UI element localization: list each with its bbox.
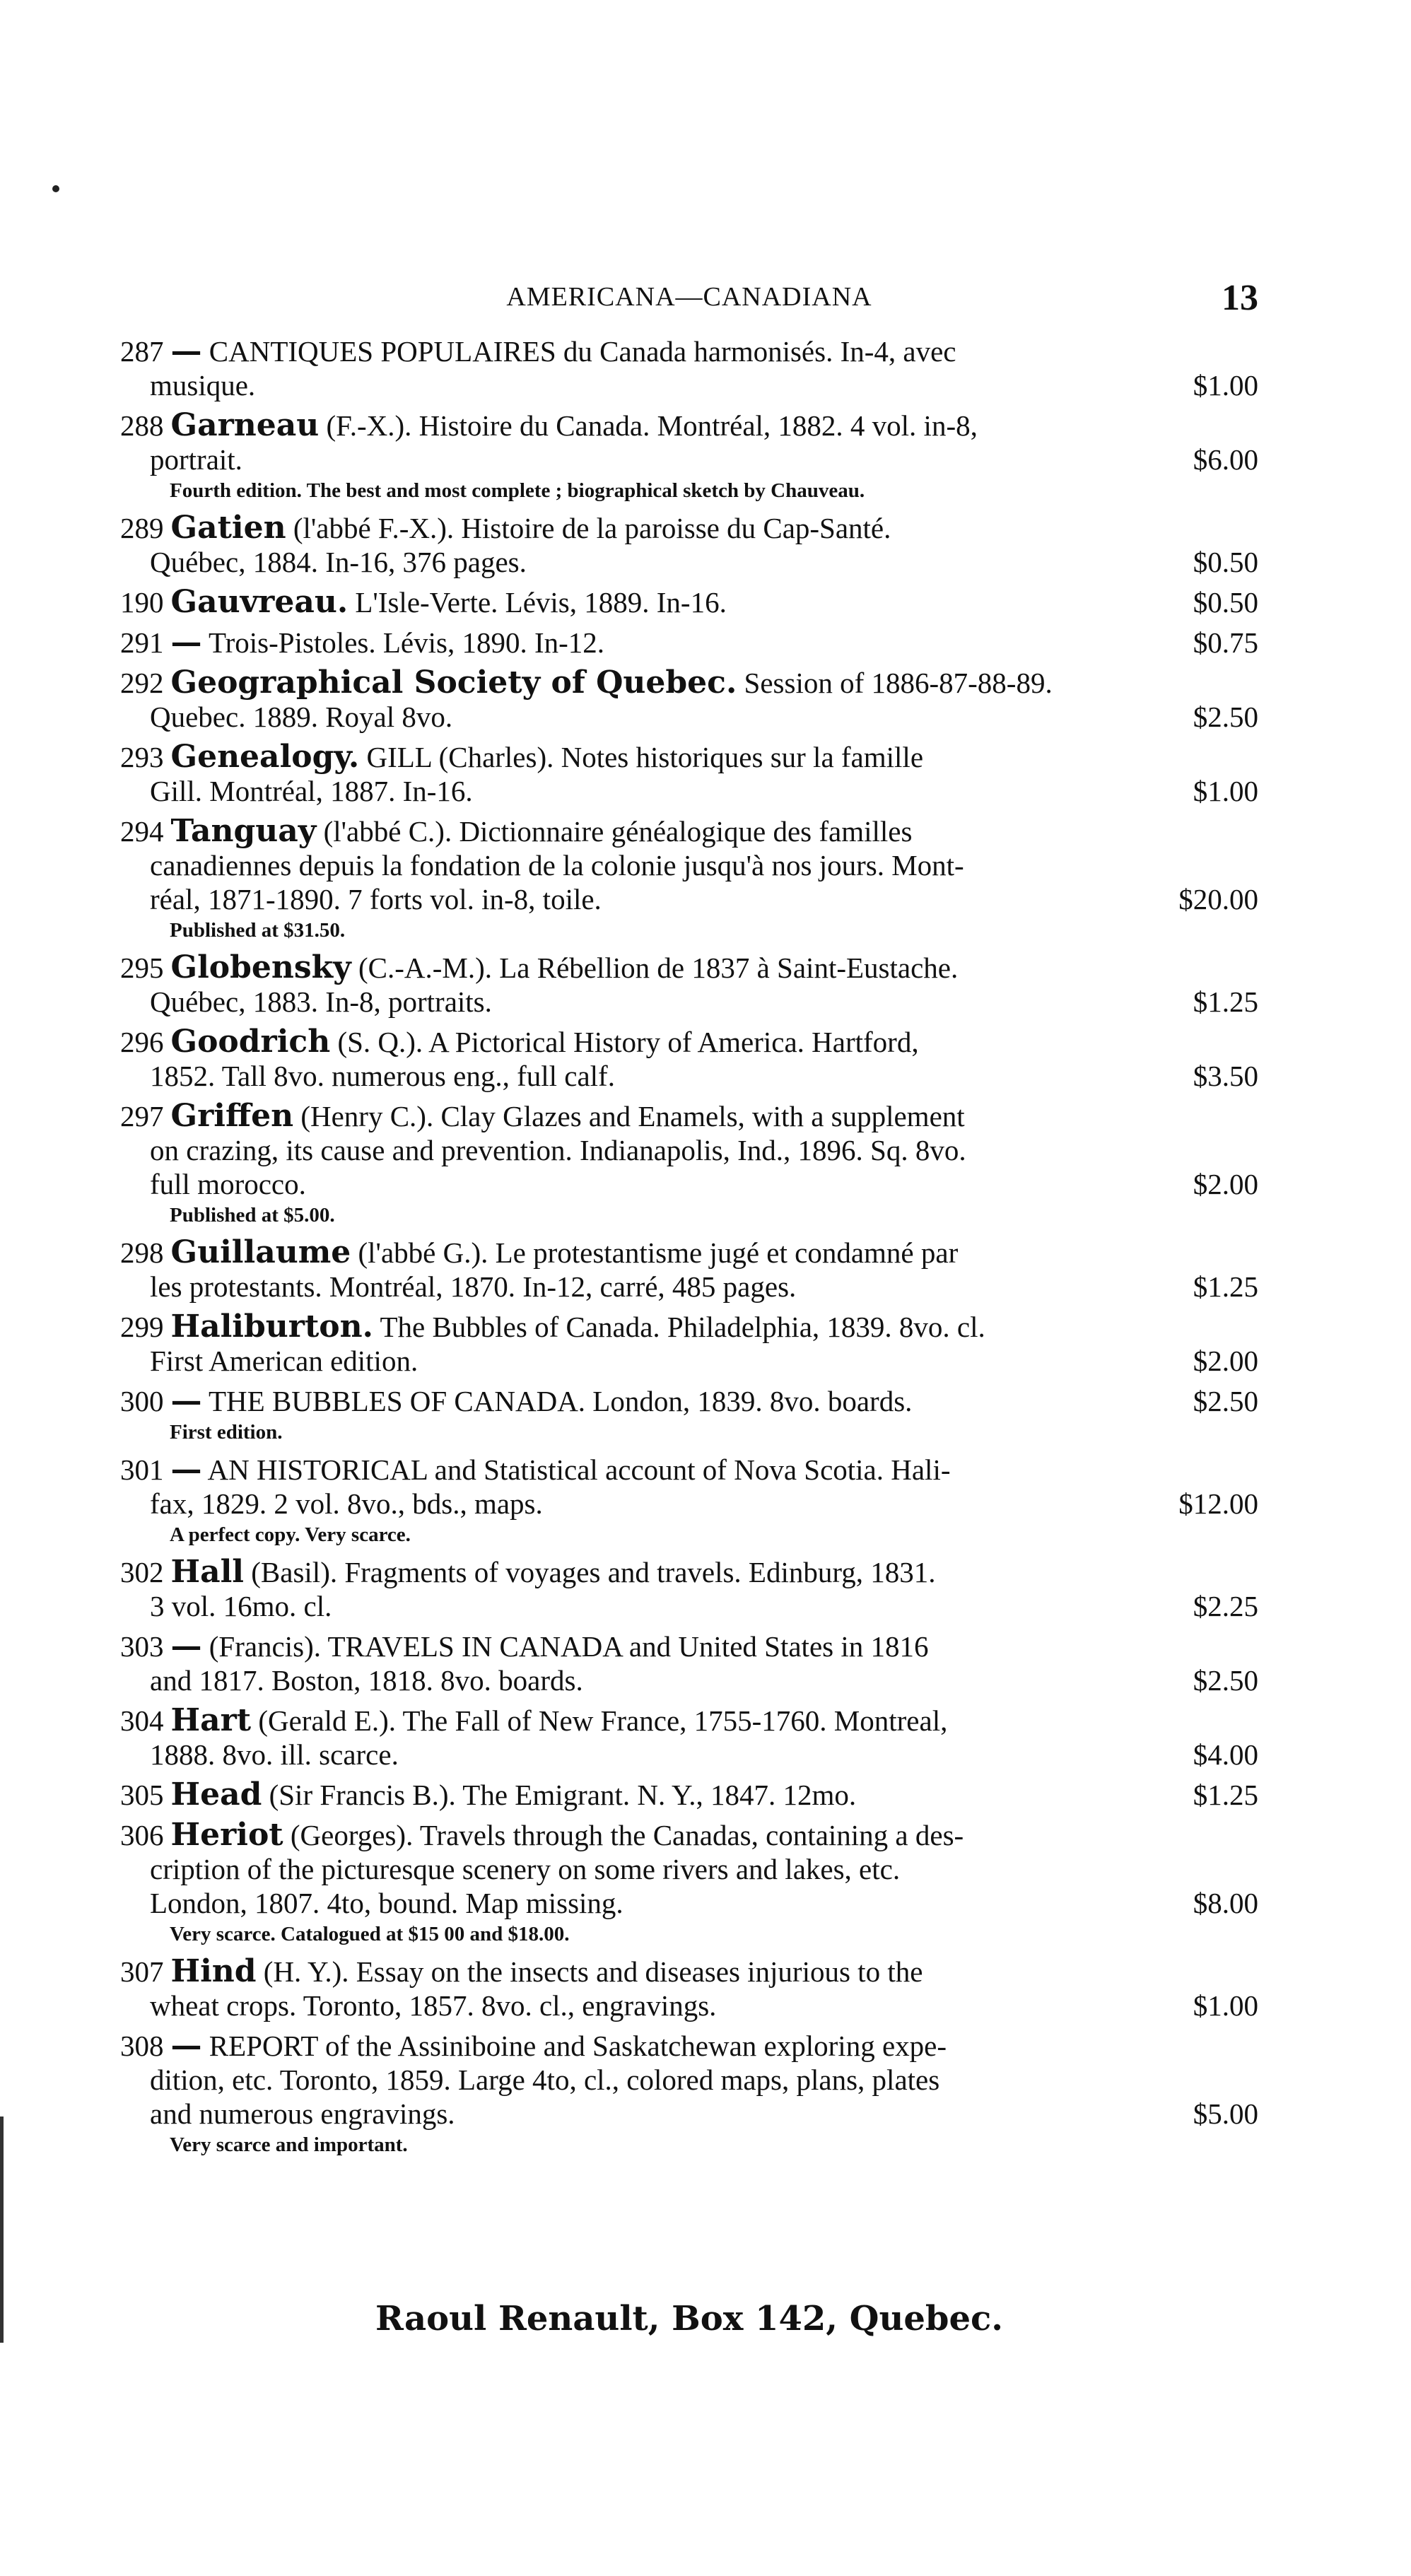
entry-author: Tanguay — [170, 813, 317, 849]
entry-text: (Gerald E.). The Fall of New France, 1755-1760. Montreal, — [258, 1704, 948, 1737]
entry-text: CANTIQUES POPULAIRES du Canada harmonisés. In-4, avec — [209, 335, 956, 368]
catalog-entry — [120, 409, 1258, 505]
catalog-entry — [120, 740, 1258, 808]
entry-price: $1.00 — [1193, 369, 1258, 402]
entry-number: 291 — [120, 626, 164, 659]
entry-price: $4.00 — [1193, 1738, 1258, 1771]
entry-first-line — [120, 814, 1258, 848]
entry-text: THE BUBBLES OF CANADA. London, 1839. 8vo. boards. — [209, 1385, 913, 1417]
entry-continuation-line — [120, 985, 1258, 1019]
entry-number: 303 — [120, 1630, 164, 1663]
catalog-entry — [120, 1099, 1258, 1229]
entry-price: $0.50 — [1193, 546, 1258, 578]
entry-first-line — [120, 1955, 1258, 1989]
entry-author: — — [170, 333, 202, 369]
margin-dot — [52, 185, 59, 192]
entry-number: 300 — [120, 1385, 164, 1417]
entry-number: 293 — [120, 741, 164, 773]
entry-text: (Basil). Fragments of voyages and travels. Edinburg, 1831. — [251, 1556, 936, 1588]
entry-text: musique. — [150, 369, 256, 402]
entry-text: 1852. Tall 8vo. numerous eng., full calf. — [150, 1060, 615, 1092]
entry-number: 299 — [120, 1311, 164, 1343]
entry-first-line — [120, 666, 1258, 700]
entry-first-line — [120, 1025, 1258, 1059]
page-edge-mark — [0, 2117, 4, 2343]
catalog-entry — [120, 814, 1258, 944]
entry-note: First edition. — [170, 1421, 283, 1444]
catalog-entries — [120, 334, 1258, 2165]
entry-text: dition, etc. Toronto, 1859. Large 4to, cl., colored maps, plans, plates — [150, 2063, 940, 2096]
entry-author: Haliburton. — [170, 1309, 373, 1345]
entry-text: Gill. Montréal, 1887. In-16. — [150, 775, 473, 807]
entry-first-line — [120, 1099, 1258, 1133]
entry-author: — — [170, 1628, 202, 1664]
entry-continuation-line — [120, 1487, 1258, 1521]
entry-text: (C.-A.-M.). La Rébellion de 1837 à Saint-Eustache. — [358, 952, 959, 984]
catalog-page — [120, 0, 1258, 2576]
entry-continuation-line — [120, 1663, 1258, 1697]
entry-author: Heriot — [170, 1817, 283, 1853]
entry-author: Goodrich — [170, 1024, 331, 1060]
entry-price: $2.25 — [1193, 1590, 1258, 1622]
entry-first-line — [120, 1384, 1258, 1418]
entry-author: Genealogy. — [170, 739, 360, 775]
entry-number: 308 — [120, 2030, 164, 2062]
entry-author: Hart — [170, 1702, 252, 1738]
entry-text: Quebec. 1889. Royal 8vo. — [150, 701, 453, 733]
entry-author: Globensky — [170, 949, 351, 985]
entry-first-line — [120, 1236, 1258, 1270]
entry-text: (F.-X.). Histoire du Canada. Montréal, 1882. 4 vol. in-8, — [326, 409, 978, 442]
entry-text: portrait. — [150, 443, 242, 476]
entry-price: $5.00 — [1193, 2097, 1258, 2130]
entry-continuation-line — [120, 2063, 1258, 2097]
entry-number: 298 — [120, 1236, 164, 1269]
catalog-entry — [120, 1236, 1258, 1304]
entry-number: 295 — [120, 952, 164, 984]
entry-first-line — [120, 511, 1258, 545]
catalog-entry — [120, 1778, 1258, 1812]
entry-number: 288 — [120, 409, 164, 442]
catalog-entry — [120, 1629, 1258, 1697]
entry-number: 292 — [120, 667, 164, 699]
entry-note: Fourth edition. The best and most complete ; biographical sketch by Chauveau. — [170, 479, 865, 502]
entry-text: on crazing, its cause and prevention. Indianapolis, Ind., 1896. Sq. 8vo. — [150, 1134, 966, 1166]
entry-continuation-line — [120, 1989, 1258, 2022]
entry-author: Geographical Society of Quebec. — [170, 665, 737, 701]
entry-text: AN HISTORICAL and Statistical account of Nova Scotia. Hali- — [207, 1453, 951, 1486]
entry-continuation-line — [120, 1167, 1258, 1201]
entry-text: The Bubbles of Canada. Philadelphia, 1839. 8vo. cl. — [380, 1311, 985, 1343]
entry-continuation-line — [120, 443, 1258, 476]
entry-number: 301 — [120, 1453, 164, 1486]
catalog-entry — [120, 666, 1258, 734]
entry-text: full morocco. — [150, 1168, 306, 1200]
entry-price: $1.00 — [1193, 775, 1258, 807]
entry-author: — — [170, 1383, 202, 1419]
entry-first-line — [120, 585, 1258, 619]
entry-text: Trois-Pistoles. Lévis, 1890. In-12. — [209, 626, 605, 659]
entry-text: REPORT of the Assiniboine and Saskatchewan exploring expe- — [209, 2030, 947, 2062]
entry-continuation-line — [120, 774, 1258, 808]
entry-number: 306 — [120, 1819, 164, 1851]
catalog-entry — [120, 1955, 1258, 2022]
entry-continuation-line — [120, 545, 1258, 579]
entry-text: (Georges). Travels through the Canadas, containing a des- — [290, 1819, 964, 1851]
entry-number: 304 — [120, 1704, 164, 1737]
entry-text: 1888. 8vo. ill. scarce. — [150, 1738, 399, 1771]
entry-text: Session of 1886-87-88-89. — [744, 667, 1053, 699]
entry-text: (l'abbé C.). Dictionnaire généalogique des familles — [323, 815, 913, 848]
entry-text: canadiennes depuis la fondation de la colonie jusqu'à nos jours. Mont- — [150, 849, 964, 882]
entry-price: $2.50 — [1193, 1385, 1258, 1417]
entry-price: $1.00 — [1193, 1989, 1258, 2022]
entry-text: fax, 1829. 2 vol. 8vo., bds., maps. — [150, 1487, 543, 1520]
entry-continuation-line — [120, 1852, 1258, 1886]
entry-note: A perfect copy. Very scarce. — [170, 1523, 411, 1546]
entry-text: (Francis). TRAVELS IN CANADA and United States in 1816 — [209, 1630, 929, 1663]
entry-first-line — [120, 2029, 1258, 2063]
catalog-entry — [120, 1384, 1258, 1446]
catalog-entry — [120, 1555, 1258, 1623]
entry-text: (S. Q.). A Pictorical History of America. Hartford, — [337, 1026, 919, 1058]
entry-author: Head — [170, 1776, 262, 1813]
entry-first-line — [120, 1555, 1258, 1589]
entry-first-line — [120, 1629, 1258, 1663]
entry-note: Published at $5.00. — [170, 1204, 335, 1226]
entry-continuation-line — [120, 1886, 1258, 1920]
catalog-entry — [120, 1310, 1258, 1378]
entry-text: GILL (Charles). Notes historiques sur la famille — [366, 741, 924, 773]
entry-number: 297 — [120, 1100, 164, 1132]
entry-author: Guillaume — [170, 1234, 351, 1270]
entry-text: réal, 1871-1890. 7 forts vol. in-8, toile. — [150, 883, 602, 915]
entry-text: les protestants. Montréal, 1870. In-12, carré, 485 pages. — [150, 1270, 797, 1303]
entry-first-line — [120, 1778, 1258, 1812]
entry-number: 296 — [120, 1026, 164, 1058]
catalog-entry — [120, 1453, 1258, 1549]
catalog-entry — [120, 626, 1258, 660]
entry-price: $0.50 — [1193, 586, 1258, 619]
entry-text: Québec, 1883. In-8, portraits. — [150, 985, 492, 1018]
entry-text: London, 1807. 4to, bound. Map missing. — [150, 1887, 623, 1919]
entry-author: — — [170, 624, 202, 660]
entry-number: 294 — [120, 815, 164, 848]
running-title: AMERICANA—CANADIANA — [506, 282, 872, 312]
entry-text: (Sir Francis B.). The Emigrant. N. Y., 1847. 12mo. — [269, 1779, 857, 1811]
entry-first-line — [120, 740, 1258, 774]
entry-continuation-line — [120, 1133, 1258, 1167]
entry-continuation-line — [120, 1738, 1258, 1772]
entry-price: $12.00 — [1178, 1487, 1258, 1520]
catalog-entry — [120, 1025, 1258, 1093]
entry-continuation-line — [120, 882, 1258, 916]
entry-first-line — [120, 951, 1258, 985]
page-header — [120, 277, 1258, 320]
entry-text: First American edition. — [150, 1345, 418, 1377]
entry-first-line — [120, 409, 1258, 443]
entry-price: $1.25 — [1193, 1779, 1258, 1811]
entry-note: Very scarce and important. — [170, 2133, 408, 2156]
catalog-entry — [120, 951, 1258, 1019]
entry-continuation-line — [120, 1589, 1258, 1623]
entry-continuation-line — [120, 700, 1258, 734]
entry-text: L'Isle-Verte. Lévis, 1889. In-16. — [355, 586, 727, 619]
entry-first-line — [120, 1310, 1258, 1344]
entry-note: Very scarce. Catalogued at $15 00 and $18.00. — [170, 1923, 570, 1945]
entry-text: 3 vol. 16mo. cl. — [150, 1590, 332, 1622]
entry-number: 287 — [120, 335, 164, 368]
entry-text: (H. Y.). Essay on the insects and diseases injurious to the — [263, 1955, 923, 1988]
entry-continuation-line — [120, 1270, 1258, 1304]
entry-text: (l'abbé F.-X.). Histoire de la paroisse du Cap-Santé. — [293, 512, 891, 544]
entry-price: $1.25 — [1193, 1270, 1258, 1303]
entry-price: $0.75 — [1193, 626, 1258, 659]
entry-price: $3.50 — [1193, 1060, 1258, 1092]
entry-author: Hall — [170, 1554, 245, 1590]
catalog-entry — [120, 1704, 1258, 1772]
entry-first-line — [120, 626, 1258, 660]
catalog-entry — [120, 334, 1258, 402]
entry-price: $2.50 — [1193, 701, 1258, 733]
entry-author: Gauvreau. — [170, 584, 349, 620]
entry-author: Griffen — [170, 1098, 294, 1134]
entry-text: (Henry C.). Clay Glazes and Enamels, with a supplement — [300, 1100, 965, 1132]
entry-first-line — [120, 334, 1258, 368]
entry-text: and numerous engravings. — [150, 2097, 455, 2130]
catalog-entry — [120, 585, 1258, 619]
entry-author: Hind — [170, 1953, 257, 1989]
entry-price: $2.00 — [1193, 1345, 1258, 1377]
entry-number: 302 — [120, 1556, 164, 1588]
entry-price: $2.00 — [1193, 1168, 1258, 1200]
entry-author: — — [170, 1451, 202, 1487]
entry-number: 190 — [120, 586, 164, 619]
entry-price: $8.00 — [1193, 1887, 1258, 1919]
catalog-entry — [120, 1818, 1258, 1948]
entry-first-line — [120, 1453, 1258, 1487]
entry-continuation-line — [120, 368, 1258, 402]
entry-author: Gatien — [170, 510, 286, 546]
entry-text: and 1817. Boston, 1818. 8vo. boards. — [150, 1664, 583, 1697]
entry-number: 289 — [120, 512, 164, 544]
entry-price: $1.25 — [1193, 985, 1258, 1018]
entry-author: Garneau — [170, 407, 320, 443]
entry-text: wheat crops. Toronto, 1857. 8vo. cl., engravings. — [150, 1989, 717, 2022]
entry-price: $6.00 — [1193, 443, 1258, 476]
catalog-entry — [120, 511, 1258, 579]
page-number: 13 — [1222, 278, 1258, 318]
entry-price: $2.50 — [1193, 1664, 1258, 1697]
entry-text: Québec, 1884. In-16, 376 pages. — [150, 546, 527, 578]
footer-address: Raoul Renault, Box 142, Quebec. — [375, 2299, 1003, 2338]
entry-text: cription of the picturesque scenery on some rivers and lakes, etc. — [150, 1853, 901, 1885]
entry-note: Published at $31.50. — [170, 919, 346, 942]
entry-continuation-line — [120, 1344, 1258, 1378]
catalog-entry — [120, 2029, 1258, 2159]
entry-continuation-line — [120, 848, 1258, 882]
entry-first-line — [120, 1704, 1258, 1738]
entry-text: (l'abbé G.). Le protestantisme jugé et condamné par — [358, 1236, 959, 1269]
entry-continuation-line — [120, 2097, 1258, 2131]
entry-author: — — [170, 2027, 202, 2063]
entry-number: 307 — [120, 1955, 164, 1988]
entry-price: $20.00 — [1178, 883, 1258, 915]
entry-first-line — [120, 1818, 1258, 1852]
entry-number: 305 — [120, 1779, 164, 1811]
entry-continuation-line — [120, 1059, 1258, 1093]
